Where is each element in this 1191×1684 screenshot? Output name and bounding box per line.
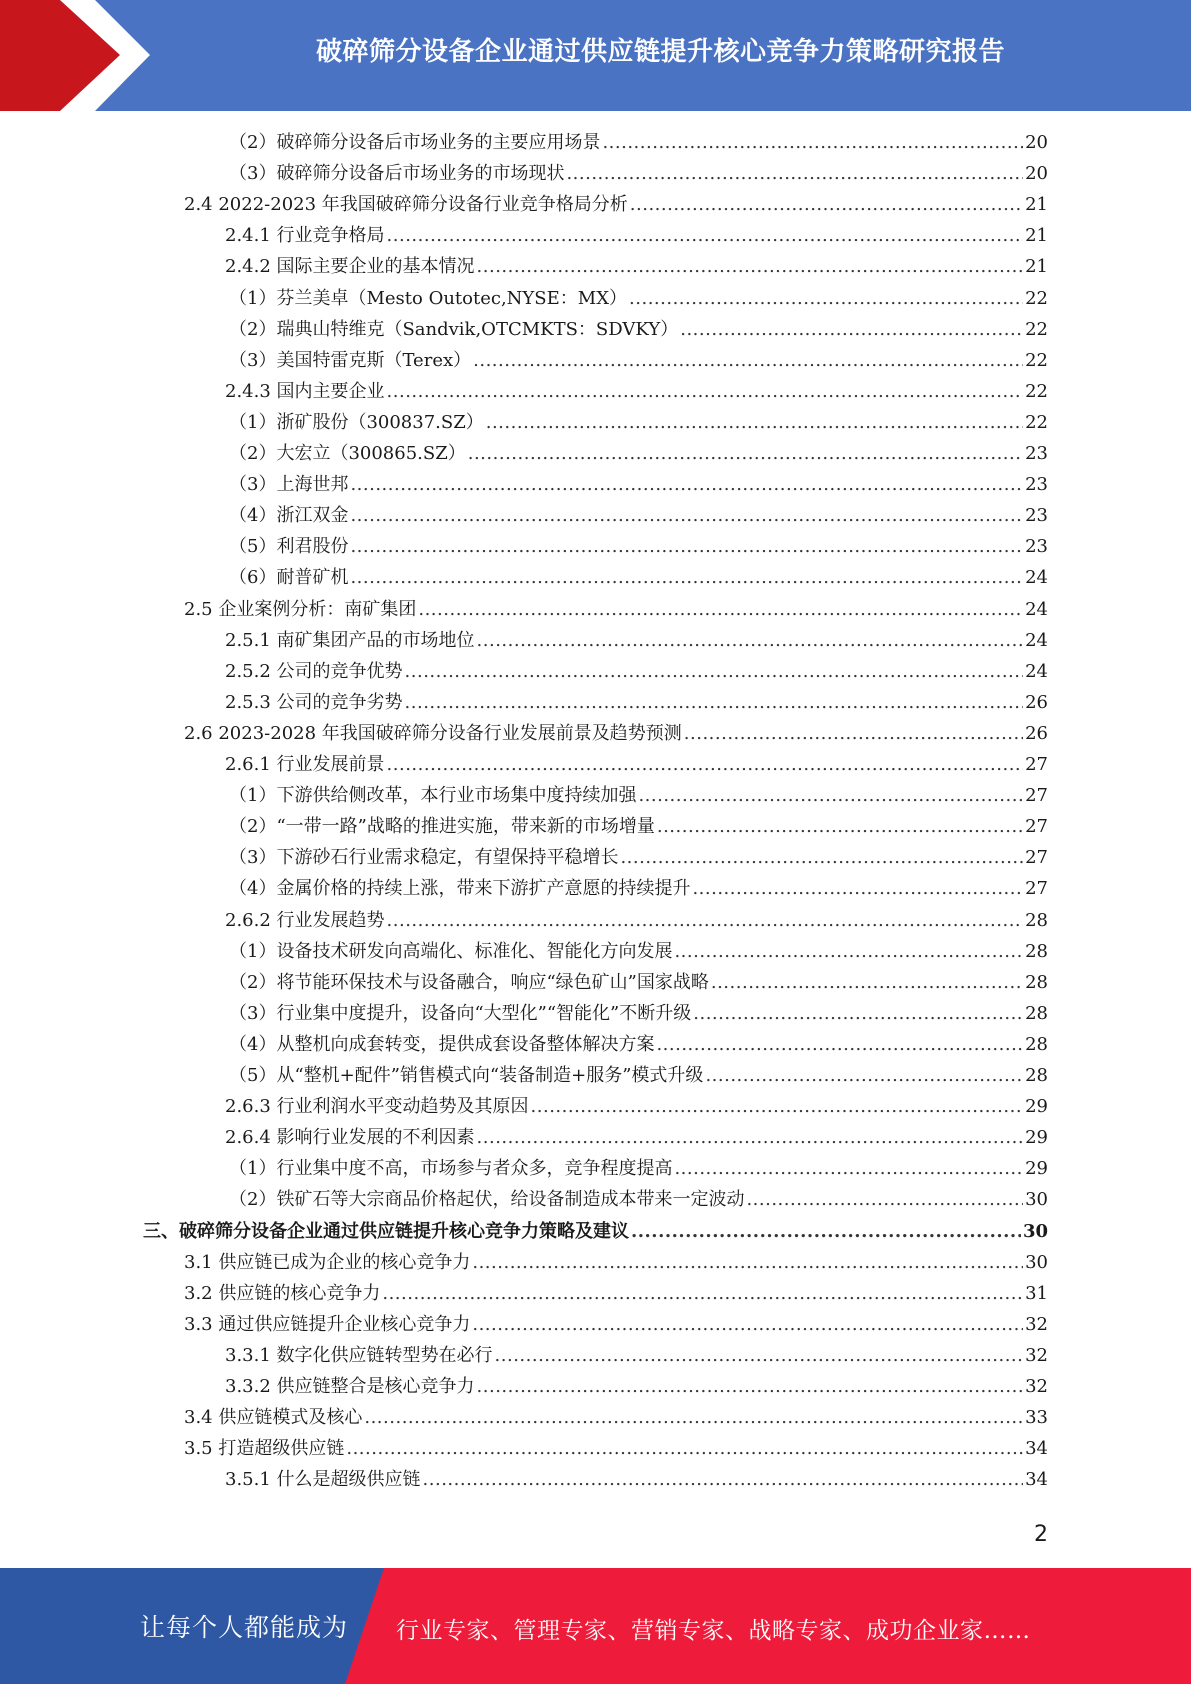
toc-leader-dots [630, 189, 1023, 220]
toc-entry-page: 22 [1025, 411, 1048, 433]
toc-entry-title: 2.5 企业案例分析：南矿集团 [184, 598, 417, 620]
toc-entry-page: 26 [1025, 722, 1048, 744]
toc-entry-page: 28 [1025, 1002, 1048, 1024]
toc-leader-dots [684, 718, 1023, 749]
toc-entry-page: 21 [1025, 194, 1048, 216]
page-footer [0, 1568, 1191, 1684]
toc-entry-page: 33 [1025, 1407, 1048, 1429]
toc-entry-page: 23 [1025, 536, 1048, 558]
toc-entry-title: （3）行业集中度提升，设备向“大型化”“智能化”不断升级 [229, 1002, 692, 1024]
toc-entry-title: （4）金属价格的持续上涨，带来下游扩产意愿的持续提升 [229, 878, 691, 900]
toc-entry-title: （3）下游砂石行业需求稳定，有望保持平稳增长 [229, 847, 619, 869]
toc-entry-page: 28 [1025, 940, 1048, 962]
toc-leader-dots [657, 811, 1023, 842]
toc-entry[interactable] [229, 873, 1048, 904]
toc-leader-dots [477, 625, 1024, 656]
toc-leader-dots [405, 656, 1024, 687]
toc-entry-title: （2）瑞典山特维克（Sandvik,OTCMKTS：SDVKY） [229, 318, 679, 340]
toc-entry-title: 3.5.1 什么是超级供应链 [225, 1469, 421, 1491]
toc-entry-title: 2.6.3 行业利润水平变动趋势及其原因 [225, 1096, 529, 1118]
toc-entry[interactable] [229, 127, 1048, 158]
toc-entry-title: 2.4 2022-2023 年我国破碎筛分设备行业竞争格局分析 [184, 194, 628, 216]
toc-entry[interactable] [225, 1122, 1048, 1153]
toc-entry-title: 2.6.4 影响行业发展的不利因素 [225, 1127, 475, 1149]
toc-entry[interactable] [229, 500, 1048, 531]
toc-entry-page: 32 [1025, 1376, 1048, 1397]
toc-leader-dots [387, 220, 1024, 251]
toc-entry[interactable] [229, 407, 1048, 438]
toc-entry-page: 30 [1025, 1189, 1048, 1211]
toc-entry[interactable] [184, 718, 1048, 749]
toc-leader-dots [629, 283, 1023, 314]
toc-entry-page: 22 [1025, 380, 1048, 402]
toc-entry-page: 34 [1025, 1438, 1048, 1460]
toc-entry-page: 30 [1025, 1251, 1048, 1273]
toc-entry[interactable] [225, 905, 1048, 936]
toc-leader-dots [405, 687, 1024, 718]
toc-entry-page: 20 [1025, 132, 1048, 153]
toc-entry-title: 三、破碎筛分设备企业通过供应链提升核心竞争力策略及建议 [143, 1220, 629, 1242]
toc-entry-title: （6）耐普矿机 [229, 567, 349, 589]
toc-entry[interactable] [225, 220, 1048, 251]
toc-entry[interactable] [184, 1247, 1048, 1278]
toc-entry-title: （2）破碎筛分设备后市场业务的主要应用场景 [229, 132, 601, 153]
toc-leader-dots [656, 1029, 1023, 1060]
toc-entry-page: 24 [1025, 660, 1048, 682]
toc-leader-dots [486, 407, 1023, 438]
toc-entry[interactable] [184, 189, 1048, 220]
toc-leader-dots [387, 376, 1024, 407]
toc-leader-dots [423, 1464, 1024, 1495]
toc-leader-dots [472, 1247, 1023, 1278]
toc-leader-dots [364, 1402, 1023, 1433]
toc-entry-title: （1）芬兰美卓（Mesto Outotec,NYSE：MX） [229, 287, 628, 309]
toc-leader-dots [705, 1060, 1023, 1091]
toc-entry-page: 22 [1025, 287, 1048, 309]
toc-entry-title: （5）利君股份 [229, 536, 349, 558]
toc-entry-title: 3.2 供应链的核心竞争力 [184, 1282, 381, 1304]
toc-entry[interactable] [229, 1060, 1048, 1091]
toc-leader-dots [350, 562, 1023, 593]
toc-leader-dots [472, 1309, 1023, 1340]
toc-entry-title: （3）美国特雷克斯（Terex） [229, 349, 472, 371]
toc-entry-title: 2.6.2 行业发展趋势 [225, 909, 385, 931]
page-header [0, 0, 1191, 111]
toc-leader-dots [477, 1122, 1024, 1153]
toc-entry[interactable] [143, 1216, 1048, 1247]
toc-entry-title: （2）大宏立（300865.SZ） [229, 443, 466, 464]
toc-entry[interactable] [225, 251, 1048, 282]
toc-leader-dots [602, 127, 1023, 158]
footer-slogan-left: 让每个人都能成为 [140, 1613, 349, 1642]
toc-entry-title: 2.5.1 南矿集团产品的市场地位 [225, 629, 475, 651]
toc-leader-dots [566, 158, 1023, 189]
toc-leader-dots [477, 1371, 1024, 1402]
toc-entry-title: 2.6.1 行业发展前景 [225, 754, 385, 775]
toc-leader-dots [674, 1153, 1023, 1184]
toc-entry-page: 28 [1025, 971, 1048, 993]
toc-leader-dots [387, 749, 1024, 780]
toc-entry[interactable] [229, 1029, 1048, 1060]
toc-entry[interactable] [229, 345, 1048, 376]
toc-entry[interactable] [229, 780, 1048, 811]
toc-entry[interactable] [229, 531, 1048, 562]
toc-leader-dots [346, 1433, 1023, 1464]
toc-entry-title: （2）铁矿石等大宗商品价格起伏，给设备制造成本带来一定波动 [229, 1189, 745, 1211]
toc-entry-title: 3.4 供应链模式及核心 [184, 1407, 363, 1429]
toc-entry-page: 23 [1025, 443, 1048, 464]
toc-leader-dots [495, 1340, 1024, 1371]
toc-leader-dots [746, 1184, 1023, 1215]
toc-leader-dots [382, 1278, 1023, 1309]
toc-entry-page: 29 [1025, 1096, 1048, 1118]
toc-entry-page: 27 [1025, 754, 1048, 775]
toc-leader-dots [711, 967, 1023, 998]
toc-entry[interactable] [225, 1464, 1048, 1495]
toc-entry-page: 21 [1025, 225, 1048, 247]
toc-entry[interactable] [229, 438, 1048, 469]
toc-entry-page: 28 [1025, 1033, 1048, 1055]
toc-entry-title: （2）将节能环保技术与设备融合，响应“绿色矿山”国家战略 [229, 971, 709, 993]
toc-entry-page: 24 [1025, 629, 1048, 651]
toc-leader-dots [531, 1091, 1024, 1122]
toc-leader-dots [350, 500, 1023, 531]
toc-entry-title: 3.3.1 数字化供应链转型势在必行 [225, 1344, 493, 1366]
toc-leader-dots [473, 345, 1023, 376]
toc-entry-page: 28 [1025, 909, 1048, 931]
toc-entry[interactable] [229, 283, 1048, 314]
toc-entry-page: 22 [1025, 349, 1048, 371]
toc-entry-page: 20 [1025, 163, 1048, 185]
toc-entry[interactable] [229, 936, 1048, 967]
toc-leader-dots [387, 905, 1024, 936]
toc-entry[interactable] [229, 314, 1048, 345]
toc-entry-page: 34 [1025, 1469, 1048, 1491]
toc-entry[interactable] [225, 1340, 1048, 1371]
toc-entry-title: 2.6 2023-2028 年我国破碎筛分设备行业发展前景及趋势预测 [184, 722, 682, 744]
toc-entry[interactable] [229, 842, 1048, 873]
toc-entry-page: 29 [1025, 1127, 1048, 1149]
toc-entry-title: （1）行业集中度不高，市场参与者众多，竞争程度提高 [229, 1158, 673, 1180]
toc-entry-page: 23 [1025, 505, 1048, 527]
toc-entry[interactable] [225, 1091, 1048, 1122]
toc-leader-dots [350, 531, 1023, 562]
toc-entry-title: 2.5.3 公司的竞争劣势 [225, 691, 403, 713]
toc-entry[interactable] [229, 469, 1048, 500]
toc-entry-title: 3.5 打造超级供应链 [184, 1438, 345, 1460]
toc-entry[interactable] [225, 656, 1048, 687]
toc-entry[interactable] [184, 1309, 1048, 1340]
toc-entry[interactable] [229, 811, 1048, 842]
toc-leader-dots [350, 469, 1023, 500]
report-title: 破碎筛分设备企业通过供应链提升核心竞争力策略研究报告 [315, 37, 1005, 67]
footer-slogan-right: 行业专家、管理专家、营销专家、战略专家、成功企业家…… [396, 1618, 1031, 1644]
toc-entry[interactable] [184, 1402, 1048, 1433]
toc-leader-dots [468, 438, 1023, 469]
toc-entry-page: 30 [1022, 1220, 1048, 1242]
toc-entry-title: （3）上海世邦 [229, 474, 349, 496]
toc-entry-title: 2.5.2 公司的竞争优势 [225, 660, 403, 682]
toc-entry-page: 29 [1025, 1158, 1048, 1180]
toc-entry-page: 27 [1025, 816, 1048, 838]
toc-leader-dots [692, 873, 1023, 904]
toc-leader-dots [418, 594, 1023, 625]
toc-entry-page: 24 [1025, 567, 1048, 589]
toc-entry-page: 27 [1025, 785, 1048, 807]
toc-entry-title: 3.3 通过供应链提升企业核心竞争力 [184, 1313, 471, 1335]
toc-entry-page: 27 [1025, 878, 1048, 900]
toc-leader-dots [631, 1216, 1021, 1247]
toc-entry-page: 32 [1025, 1313, 1048, 1335]
toc-entry[interactable] [225, 749, 1048, 780]
toc-leader-dots [693, 998, 1023, 1029]
toc-leader-dots [620, 842, 1023, 873]
toc-entry[interactable] [225, 1371, 1048, 1402]
toc-entry[interactable] [225, 687, 1048, 718]
toc-leader-dots [477, 251, 1024, 282]
toc-entry-page: 23 [1025, 474, 1048, 496]
toc-entry-title: （5）从“整机+配件”销售模式向“装备制造+服务”模式升级 [229, 1065, 704, 1086]
toc-entry-page: 24 [1025, 598, 1048, 620]
toc-leader-dots [638, 780, 1023, 811]
toc-entry-title: （1）设备技术研发向高端化、标准化、智能化方向发展 [229, 940, 673, 962]
toc-entry[interactable] [229, 998, 1048, 1029]
toc-entry-title: 3.1 供应链已成为企业的核心竞争力 [184, 1251, 471, 1273]
toc-entry-page: 32 [1025, 1344, 1048, 1366]
toc-entry-title: （1）浙矿股份（300837.SZ） [229, 411, 484, 433]
page-number: 2 [1034, 1522, 1048, 1547]
toc-entry-title: 2.4.1 行业竞争格局 [225, 225, 385, 247]
toc-entry[interactable] [225, 625, 1048, 656]
toc-entry[interactable] [184, 1278, 1048, 1309]
toc-entry-title: （3）破碎筛分设备后市场业务的市场现状 [229, 163, 565, 185]
toc-entry[interactable] [229, 562, 1048, 593]
toc-entry-title: （4）浙江双金 [229, 505, 349, 527]
toc-entry-title: （4）从整机向成套转变，提供成套设备整体解决方案 [229, 1033, 655, 1055]
toc-entry-page: 21 [1025, 256, 1048, 278]
toc-entry-page: 28 [1025, 1065, 1048, 1086]
toc-entry[interactable] [229, 158, 1048, 189]
toc-entry-title: （2）“一带一路”战略的推进实施，带来新的市场增量 [229, 816, 655, 838]
toc-leader-dots [674, 936, 1023, 967]
toc-entry-page: 22 [1025, 318, 1048, 340]
toc-entry[interactable] [225, 376, 1048, 407]
toc-entry-title: （1）下游供给侧改革，本行业市场集中度持续加强 [229, 785, 637, 807]
toc-entry[interactable] [184, 1433, 1048, 1464]
toc-entry-title: 3.3.2 供应链整合是核心竞争力 [225, 1376, 475, 1397]
toc-entry-title: 2.4.2 国际主要企业的基本情况 [225, 256, 475, 278]
toc-entry[interactable] [229, 967, 1048, 998]
toc-entry[interactable] [229, 1184, 1048, 1215]
toc-leader-dots [680, 314, 1023, 345]
toc-entry[interactable] [229, 1153, 1048, 1184]
toc-entry[interactable] [184, 594, 1048, 625]
toc-entry-page: 27 [1025, 847, 1048, 869]
toc-entry-title: 2.4.3 国内主要企业 [225, 380, 385, 402]
toc-entry-page: 31 [1025, 1282, 1048, 1304]
toc-entry-page: 26 [1025, 691, 1048, 713]
